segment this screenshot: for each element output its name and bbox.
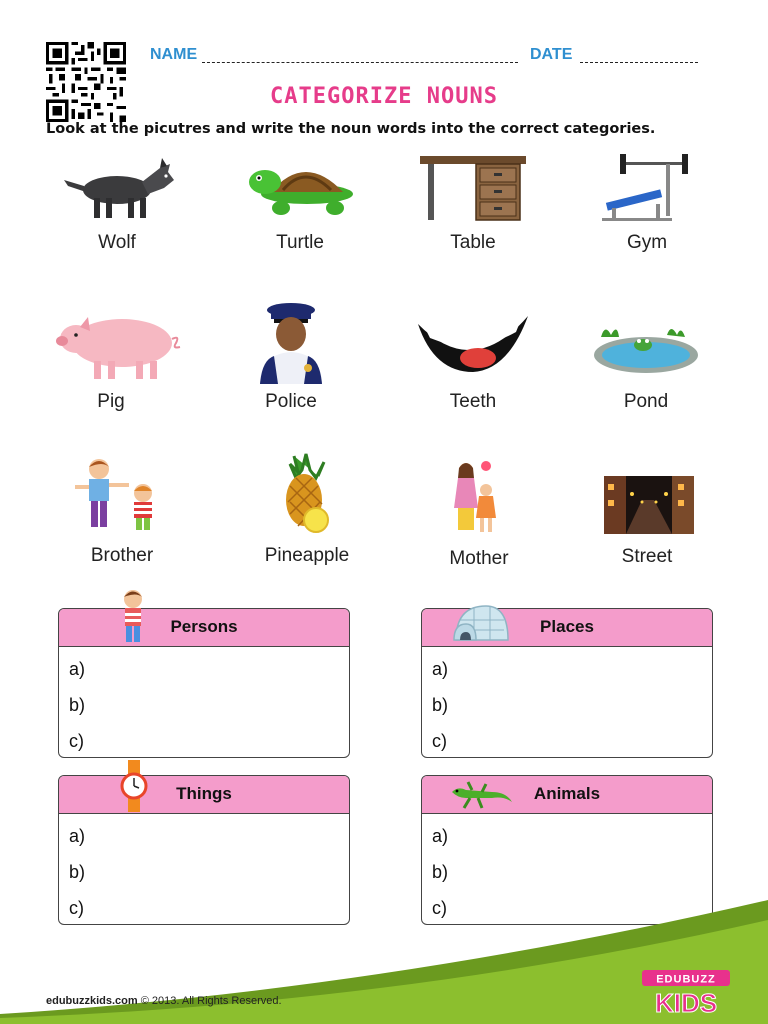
boy-icon [118,588,148,646]
item-wolf [42,150,192,260]
item-label: Pig [97,391,125,412]
category-header [59,609,349,647]
pig-icon [36,305,186,385]
item-pineapple [232,450,382,570]
mother-icon [404,458,554,538]
table-icon [398,150,548,225]
item-label: Teeth [449,391,497,412]
answer-line-a[interactable]: a) [69,826,86,846]
teeth-icon [398,310,548,380]
item-label: Table [450,232,496,253]
igloo-icon [452,602,510,642]
wolf-icon [42,150,192,225]
answer-line-b[interactable]: b) [432,862,449,882]
pond-icon [571,315,721,380]
category-title: Things [176,784,232,803]
name-field-line[interactable] [202,62,518,63]
answer-line-a[interactable]: a) [432,826,449,846]
answer-line-b[interactable]: b) [432,695,449,715]
police-icon [216,300,366,385]
answer-line-c[interactable]: c) [432,898,447,918]
answer-line-c[interactable]: c) [432,731,447,751]
gym-icon [572,150,722,225]
turtle-icon [225,150,375,225]
item-teeth [398,310,548,415]
item-label: Pond [623,391,669,412]
item-label: Mother [449,548,509,569]
item-label: Pineapple [264,545,350,566]
item-label: Brother [90,545,154,566]
item-pig [36,305,186,415]
answer-line-c[interactable]: c) [69,731,84,751]
footer-credit [46,995,282,1007]
footer-copyright: © 2013. All Rights Reserved. [140,995,282,1007]
answer-line-b[interactable]: b) [69,695,86,715]
category-box-persons [58,608,350,758]
answer-line-a[interactable]: a) [69,659,86,679]
item-table [398,150,548,260]
logo-top-text: EDUBUZZ [656,973,716,986]
street-icon [572,460,722,540]
footer-site-link[interactable]: edubuzzkids.com [46,995,138,1007]
item-police [216,300,366,415]
answer-line-c[interactable]: c) [69,898,84,918]
worksheet-title: CATEGORIZE NOUNS [270,84,498,109]
item-mother [404,458,554,570]
date-label: DATE [530,46,573,63]
item-label: Police [265,391,317,412]
item-gym [572,150,722,260]
brother-icon [47,455,197,535]
pineapple-icon [232,450,382,535]
date-field-line[interactable] [580,62,698,63]
qr-code-icon [46,42,126,122]
item-label: Gym [626,232,668,253]
item-label: Turtle [276,232,324,253]
lizard-icon [448,778,518,812]
item-pond [571,315,721,415]
item-label: Street [621,546,673,567]
name-label: NAME [150,46,198,63]
category-header [59,776,349,814]
item-street [572,460,722,570]
category-title: Animals [533,784,601,803]
edubuzz-kids-logo [640,968,732,1016]
logo-graphic [640,968,732,1016]
answer-line-b[interactable]: b) [69,862,86,882]
logo-bottom-text: KIDS [654,988,718,1016]
category-title: Places [540,617,594,636]
category-title: Persons [170,617,238,636]
answer-line-a[interactable]: a) [432,659,449,679]
item-brother [47,455,197,570]
item-label: Wolf [98,232,136,253]
item-turtle [225,150,375,260]
watch-icon [120,760,148,812]
instruction-text: Look at the picutres and write the noun words into the correct categories. [46,121,656,137]
